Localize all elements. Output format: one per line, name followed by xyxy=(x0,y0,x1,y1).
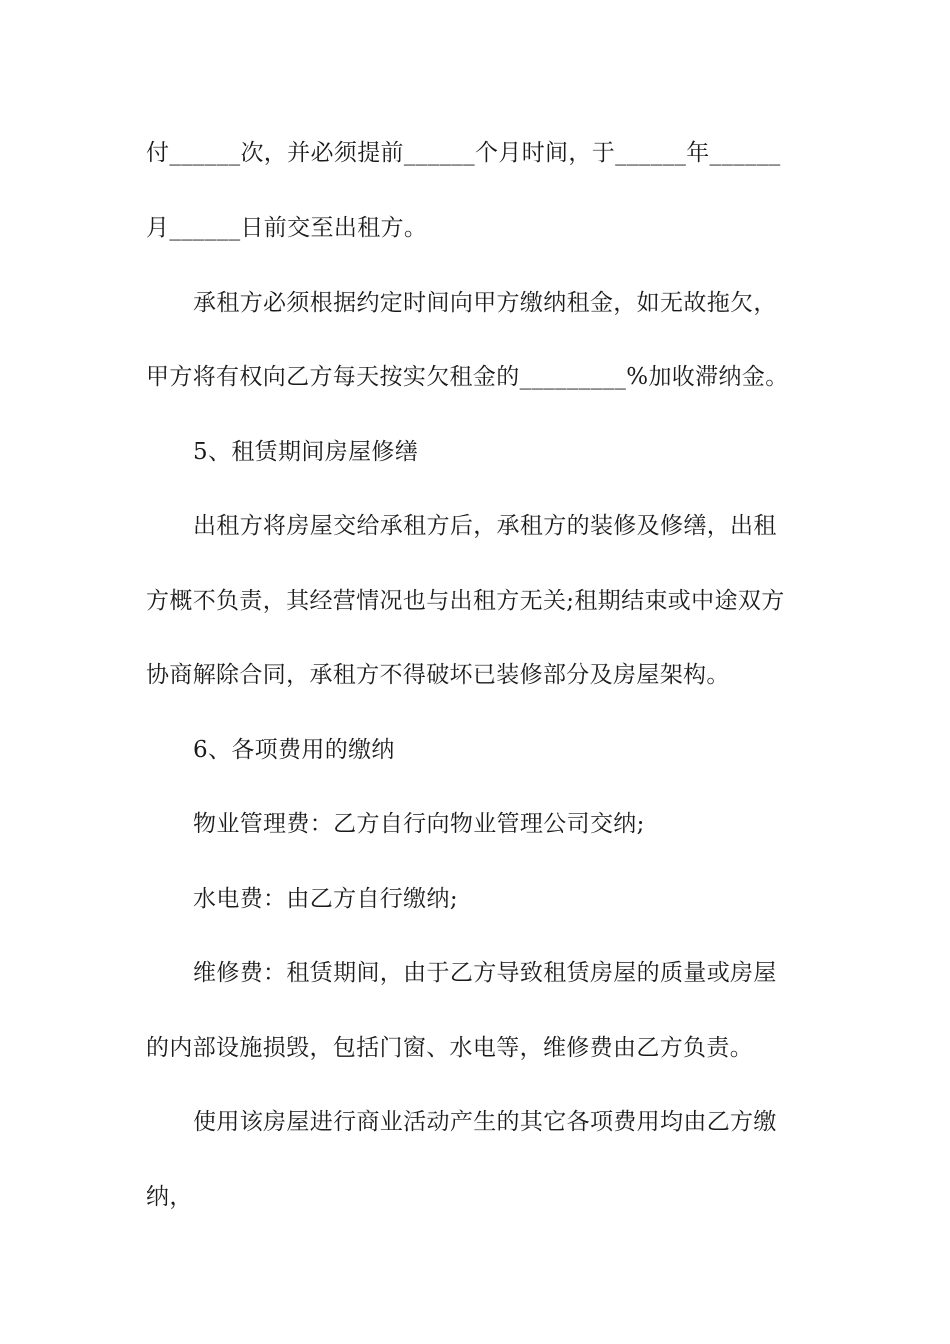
repair-paragraph-line-2: 方概不负责，其经营情况也与出租方无关;租期结束或中途双方 xyxy=(146,588,785,614)
section-6-heading: 6、各项费用的缴纳 xyxy=(193,737,395,763)
late-fee-line: 甲方将有权向乙方每天按实欠租金的_________%加收滞纳金。 xyxy=(146,364,789,390)
payment-terms-line: 付______次，并必须提前______个月时间，于______年______ xyxy=(146,140,781,166)
rent-payment-paragraph: 承租方必须根据约定时间向甲方缴纳租金，如无故拖欠， xyxy=(193,290,777,316)
repair-paragraph-line-3: 协商解除合同，承租方不得破坏已装修部分及房屋架构。 xyxy=(146,662,730,688)
other-fees-line-1: 使用该房屋进行商业活动产生的其它各项费用均由乙方缴 xyxy=(193,1109,777,1135)
other-fees-line-2: 纳， xyxy=(146,1184,193,1210)
payment-deadline-line: 月______日前交至出租方。 xyxy=(146,215,428,241)
maintenance-fee-line-1: 维修费：租赁期间，由于乙方导致租赁房屋的质量或房屋 xyxy=(193,960,777,986)
property-fee-line: 物业管理费：乙方自行向物业管理公司交纳; xyxy=(193,811,645,837)
section-5-heading: 5、租赁期间房屋修缮 xyxy=(193,439,419,465)
utility-fee-line: 水电费：由乙方自行缴纳; xyxy=(193,886,458,912)
maintenance-fee-line-2: 的内部设施损毁，包括门窗、水电等，维修费由乙方负责。 xyxy=(146,1035,754,1061)
repair-paragraph-line-1: 出租方将房屋交给承租方后，承租方的装修及修缮，出租 xyxy=(193,513,777,539)
